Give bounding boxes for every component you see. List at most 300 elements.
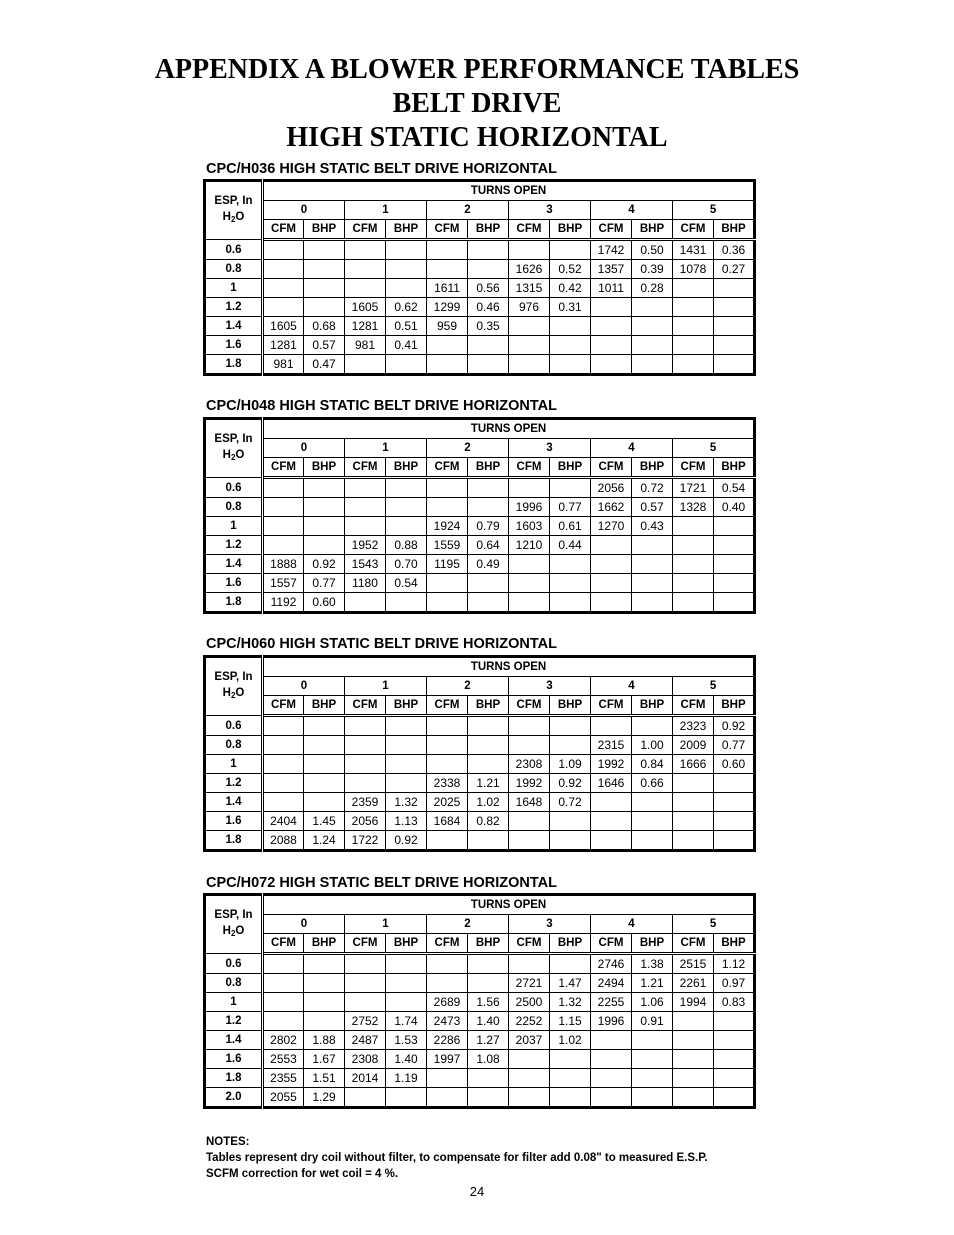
- esp-unit-label: [206, 447, 261, 466]
- bhp-cell: 1.38: [632, 954, 673, 974]
- bhp-cell: 1.40: [386, 1050, 427, 1069]
- bhp-cell: [304, 517, 345, 536]
- turns-number: 3: [509, 915, 591, 934]
- unit-o: O: [235, 211, 245, 223]
- cfm-cell: [673, 555, 714, 574]
- cfm-cell: 1648: [509, 793, 550, 812]
- bhp-cell: [304, 298, 345, 317]
- bhp-header: BHP: [714, 458, 755, 478]
- cfm-header: CFM: [509, 458, 550, 478]
- cfm-cell: [591, 355, 632, 375]
- cfm-cell: 2261: [673, 974, 714, 993]
- bhp-cell: 1.09: [550, 755, 591, 774]
- unit-sub: 2: [230, 929, 236, 938]
- cfm-cell: [673, 1069, 714, 1088]
- cfm-cell: [263, 260, 304, 279]
- bhp-cell: 0.57: [632, 498, 673, 517]
- cfm-cell: 1011: [591, 279, 632, 298]
- esp-header: [205, 181, 263, 240]
- page-title-line-3: HIGH STATIC HORIZONTAL: [286, 122, 668, 153]
- bhp-cell: [550, 812, 591, 831]
- bhp-cell: 0.40: [714, 498, 755, 517]
- bhp-cell: [714, 812, 755, 831]
- bhp-cell: [550, 555, 591, 574]
- performance-table: [203, 893, 756, 1109]
- bhp-cell: [632, 1069, 673, 1088]
- table-row: [205, 1031, 755, 1050]
- cfm-cell: [427, 240, 468, 260]
- bhp-cell: 1.08: [468, 1050, 509, 1069]
- esp-value: 1.6: [205, 812, 263, 831]
- bhp-cell: 0.50: [632, 240, 673, 260]
- bhp-cell: 0.54: [714, 478, 755, 498]
- cfm-header: CFM: [591, 458, 632, 478]
- bhp-cell: 0.79: [468, 517, 509, 536]
- turns-number: 0: [263, 677, 345, 696]
- turns-number: 0: [263, 201, 345, 220]
- table-title: CPC/H072 HIGH STATIC BELT DRIVE HORIZONTAL: [206, 875, 557, 891]
- header-row: [205, 181, 755, 201]
- esp-value: 1.2: [205, 1012, 263, 1031]
- cfm-cell: [427, 498, 468, 517]
- header-row: [205, 419, 755, 439]
- bhp-header: BHP: [714, 220, 755, 240]
- bhp-cell: 0.92: [714, 716, 755, 736]
- bhp-cell: 0.72: [550, 793, 591, 812]
- cfm-cell: [263, 279, 304, 298]
- bhp-cell: 1.29: [304, 1088, 345, 1108]
- cfm-cell: 2308: [345, 1050, 386, 1069]
- esp-value: 1.8: [205, 831, 263, 851]
- bhp-cell: [304, 736, 345, 755]
- turns-number: 3: [509, 677, 591, 696]
- cfm-cell: 1603: [509, 517, 550, 536]
- bhp-cell: [468, 593, 509, 613]
- cfm-cell: [673, 279, 714, 298]
- cfm-header: CFM: [263, 696, 304, 716]
- bhp-cell: [714, 1088, 755, 1108]
- bhp-cell: [304, 793, 345, 812]
- cfm-cell: [427, 716, 468, 736]
- cfm-cell: 2500: [509, 993, 550, 1012]
- note-line-1: Tables represent dry coil without filter, to compensate for filter add 0.08" to measured E.S.P.: [206, 1152, 708, 1164]
- bhp-cell: [468, 336, 509, 355]
- cfm-cell: 1994: [673, 993, 714, 1012]
- cfm-cell: [263, 240, 304, 260]
- cfm-cell: [673, 317, 714, 336]
- cfm-cell: 2255: [591, 993, 632, 1012]
- cfm-cell: 1611: [427, 279, 468, 298]
- bhp-header: BHP: [386, 458, 427, 478]
- cfm-cell: 1996: [591, 1012, 632, 1031]
- cfm-cell: [591, 555, 632, 574]
- cfm-header: CFM: [345, 934, 386, 954]
- esp-value: 1.2: [205, 774, 263, 793]
- table-title: CPC/H048 HIGH STATIC BELT DRIVE HORIZONTAL: [206, 398, 557, 414]
- cfm-cell: [673, 793, 714, 812]
- cfm-cell: 2014: [345, 1069, 386, 1088]
- cfm-cell: 2752: [345, 1012, 386, 1031]
- esp-value: 1.2: [205, 536, 263, 555]
- cfm-cell: [263, 993, 304, 1012]
- turns-open-header: TURNS OPEN: [263, 657, 755, 677]
- cfm-cell: 1543: [345, 555, 386, 574]
- page-number: 24: [469, 1184, 485, 1199]
- cfm-cell: [263, 498, 304, 517]
- cfm-header: CFM: [673, 934, 714, 954]
- table-row: [205, 336, 755, 355]
- table-row: [205, 793, 755, 812]
- bhp-cell: [304, 954, 345, 974]
- cfm-cell: [673, 812, 714, 831]
- cfm-cell: [427, 974, 468, 993]
- bhp-cell: [714, 574, 755, 593]
- cfm-cell: [673, 536, 714, 555]
- cfm-cell: 1315: [509, 279, 550, 298]
- bhp-header: BHP: [304, 934, 345, 954]
- cfm-cell: 1180: [345, 574, 386, 593]
- table-row: [205, 812, 755, 831]
- cfm-cell: 2323: [673, 716, 714, 736]
- cfm-cell: [345, 498, 386, 517]
- bhp-cell: [468, 355, 509, 375]
- turns-number: 4: [591, 439, 673, 458]
- table-row: [205, 593, 755, 613]
- bhp-cell: [386, 498, 427, 517]
- cfm-cell: [591, 1069, 632, 1088]
- cfm-cell: [509, 555, 550, 574]
- cfm-header: CFM: [509, 934, 550, 954]
- bhp-cell: 1.21: [632, 974, 673, 993]
- turns-number: 2: [427, 439, 509, 458]
- bhp-cell: [304, 716, 345, 736]
- unit-sub: 2: [230, 691, 236, 700]
- bhp-header: BHP: [468, 934, 509, 954]
- cfm-header: CFM: [591, 934, 632, 954]
- cfm-cell: [263, 974, 304, 993]
- bhp-cell: [632, 812, 673, 831]
- bhp-header: BHP: [468, 696, 509, 716]
- bhp-cell: [714, 517, 755, 536]
- bhp-cell: 0.35: [468, 317, 509, 336]
- bhp-cell: 1.24: [304, 831, 345, 851]
- unit-sub: 2: [230, 453, 236, 462]
- cfm-cell: 2404: [263, 812, 304, 831]
- bhp-cell: 1.47: [550, 974, 591, 993]
- bhp-cell: [632, 555, 673, 574]
- bhp-cell: [632, 716, 673, 736]
- cfm-cell: [427, 1088, 468, 1108]
- cfm-cell: [509, 317, 550, 336]
- turns-row: [205, 677, 755, 696]
- bhp-cell: 0.64: [468, 536, 509, 555]
- cfm-cell: 2355: [263, 1069, 304, 1088]
- cfm-header: CFM: [591, 696, 632, 716]
- bhp-cell: [550, 1050, 591, 1069]
- notes-block: [206, 1134, 708, 1182]
- turns-number: 4: [591, 915, 673, 934]
- bhp-header: BHP: [632, 934, 673, 954]
- turns-row: [205, 201, 755, 220]
- cfm-header: CFM: [427, 220, 468, 240]
- bhp-cell: 1.45: [304, 812, 345, 831]
- table-row: [205, 517, 755, 536]
- cfm-header: CFM: [509, 220, 550, 240]
- table-row: [205, 260, 755, 279]
- cfm-cell: 981: [263, 355, 304, 375]
- bhp-cell: 0.92: [386, 831, 427, 851]
- cfm-cell: [673, 831, 714, 851]
- bhp-cell: [550, 716, 591, 736]
- bhp-cell: [386, 716, 427, 736]
- bhp-cell: [468, 478, 509, 498]
- bhp-cell: 0.52: [550, 260, 591, 279]
- cfm-cell: 2056: [345, 812, 386, 831]
- bhp-cell: [632, 574, 673, 593]
- cfm-cell: 1357: [591, 260, 632, 279]
- cfm-cell: [673, 336, 714, 355]
- esp-value: 0.6: [205, 716, 263, 736]
- bhp-cell: 0.77: [550, 498, 591, 517]
- bhp-cell: 0.27: [714, 260, 755, 279]
- cfm-cell: 981: [345, 336, 386, 355]
- esp-value: 1.4: [205, 793, 263, 812]
- cfm-header: CFM: [591, 220, 632, 240]
- bhp-cell: 1.32: [386, 793, 427, 812]
- turns-number: 3: [509, 201, 591, 220]
- cfm-cell: [509, 954, 550, 974]
- cfm-cell: [345, 355, 386, 375]
- bhp-cell: 0.77: [304, 574, 345, 593]
- bhp-cell: 0.47: [304, 355, 345, 375]
- cfm-cell: 1992: [509, 774, 550, 793]
- bhp-cell: [304, 774, 345, 793]
- cfm-cell: [509, 355, 550, 375]
- cfm-cell: [509, 336, 550, 355]
- esp-value: 1.4: [205, 555, 263, 574]
- bhp-cell: 0.70: [386, 555, 427, 574]
- cfm-header: CFM: [263, 458, 304, 478]
- bhp-cell: [714, 279, 755, 298]
- bhp-cell: [550, 355, 591, 375]
- cfm-header: CFM: [673, 696, 714, 716]
- bhp-cell: [550, 240, 591, 260]
- bhp-cell: 0.57: [304, 336, 345, 355]
- bhp-cell: 1.27: [468, 1031, 509, 1050]
- cfm-cell: [427, 736, 468, 755]
- cfm-header: CFM: [345, 458, 386, 478]
- bhp-cell: 1.21: [468, 774, 509, 793]
- bhp-cell: [304, 279, 345, 298]
- cfm-cell: [345, 240, 386, 260]
- bhp-cell: [386, 355, 427, 375]
- bhp-cell: 0.92: [550, 774, 591, 793]
- cfm-cell: [263, 755, 304, 774]
- bhp-cell: [468, 736, 509, 755]
- bhp-cell: [468, 716, 509, 736]
- bhp-header: BHP: [304, 696, 345, 716]
- bhp-cell: 0.84: [632, 755, 673, 774]
- bhp-header: BHP: [714, 934, 755, 954]
- table-row: [205, 993, 755, 1012]
- cfm-cell: [427, 574, 468, 593]
- esp-value: 1: [205, 517, 263, 536]
- bhp-header: BHP: [714, 696, 755, 716]
- cfm-cell: [427, 478, 468, 498]
- esp-value: 1.8: [205, 355, 263, 375]
- bhp-cell: [632, 1088, 673, 1108]
- bhp-cell: 1.02: [468, 793, 509, 812]
- cfm-cell: [673, 593, 714, 613]
- bhp-cell: 0.77: [714, 736, 755, 755]
- bhp-cell: [714, 555, 755, 574]
- bhp-cell: [714, 355, 755, 375]
- cfm-cell: 1666: [673, 755, 714, 774]
- bhp-cell: [386, 755, 427, 774]
- cfm-header: CFM: [673, 220, 714, 240]
- bhp-cell: [714, 298, 755, 317]
- bhp-cell: [550, 317, 591, 336]
- cfm-cell: 1605: [345, 298, 386, 317]
- cfm-header: CFM: [263, 934, 304, 954]
- turns-open-header: TURNS OPEN: [263, 895, 755, 915]
- turns-row: [205, 439, 755, 458]
- table-row: [205, 536, 755, 555]
- turns-number: 3: [509, 439, 591, 458]
- bhp-cell: [714, 317, 755, 336]
- turns-number: 1: [345, 201, 427, 220]
- performance-table: [203, 655, 756, 852]
- cfm-cell: [591, 298, 632, 317]
- turns-number: 0: [263, 439, 345, 458]
- bhp-header: BHP: [632, 696, 673, 716]
- cfm-cell: 1559: [427, 536, 468, 555]
- cfm-cell: 1281: [345, 317, 386, 336]
- table-row: [205, 954, 755, 974]
- bhp-cell: 0.51: [386, 317, 427, 336]
- bhp-cell: [468, 831, 509, 851]
- turns-number: 5: [673, 439, 755, 458]
- turns-number: 5: [673, 677, 755, 696]
- esp-value: 1: [205, 993, 263, 1012]
- bhp-cell: 0.56: [468, 279, 509, 298]
- bhp-cell: [714, 1031, 755, 1050]
- bhp-cell: [714, 1012, 755, 1031]
- bhp-header: BHP: [550, 696, 591, 716]
- table-row: [205, 240, 755, 260]
- bhp-header: BHP: [550, 458, 591, 478]
- cfm-cell: 2338: [427, 774, 468, 793]
- cfm-cell: 2009: [673, 736, 714, 755]
- cfm-cell: [591, 1050, 632, 1069]
- esp-value: 1: [205, 279, 263, 298]
- cfm-cell: [427, 755, 468, 774]
- cfm-cell: 1078: [673, 260, 714, 279]
- bhp-cell: [304, 1012, 345, 1031]
- bhp-cell: [304, 498, 345, 517]
- cfm-cell: [591, 336, 632, 355]
- bhp-cell: [468, 1069, 509, 1088]
- bhp-cell: 0.66: [632, 774, 673, 793]
- cfm-cell: 1195: [427, 555, 468, 574]
- cfm-cell: [509, 812, 550, 831]
- esp-label: ESP, In: [214, 195, 253, 207]
- cfm-header: CFM: [427, 458, 468, 478]
- cfm-cell: [591, 812, 632, 831]
- bhp-cell: [468, 974, 509, 993]
- unit-h: H: [222, 449, 231, 461]
- bhp-cell: [632, 831, 673, 851]
- cfm-cell: [591, 716, 632, 736]
- unit-h: H: [222, 687, 231, 699]
- cfm-cell: 2252: [509, 1012, 550, 1031]
- turns-number: 2: [427, 915, 509, 934]
- bhp-cell: [714, 1069, 755, 1088]
- cfm-cell: 1684: [427, 812, 468, 831]
- turns-row: [205, 915, 755, 934]
- performance-table: [203, 417, 756, 614]
- cfm-cell: [345, 974, 386, 993]
- esp-unit-label: [206, 209, 261, 228]
- cfm-cell: 1996: [509, 498, 550, 517]
- cfm-cell: 1299: [427, 298, 468, 317]
- bhp-cell: [632, 1050, 673, 1069]
- cfm-cell: [509, 1088, 550, 1108]
- cfm-cell: 2473: [427, 1012, 468, 1031]
- cfm-cell: 1328: [673, 498, 714, 517]
- cfm-cell: 1721: [673, 478, 714, 498]
- esp-label: ESP, In: [214, 671, 253, 683]
- unit-h: H: [222, 211, 231, 223]
- cfm-cell: [345, 517, 386, 536]
- bhp-cell: [632, 355, 673, 375]
- bhp-cell: 0.39: [632, 260, 673, 279]
- bhp-cell: 1.00: [632, 736, 673, 755]
- bhp-cell: [304, 755, 345, 774]
- cfm-cell: 2494: [591, 974, 632, 993]
- turns-number: 0: [263, 915, 345, 934]
- bhp-header: BHP: [386, 696, 427, 716]
- bhp-cell: 0.42: [550, 279, 591, 298]
- bhp-cell: [468, 1088, 509, 1108]
- bhp-cell: 1.13: [386, 812, 427, 831]
- table-row: [205, 1069, 755, 1088]
- cfm-cell: 1557: [263, 574, 304, 593]
- bhp-cell: [550, 478, 591, 498]
- esp-value: 1.6: [205, 336, 263, 355]
- bhp-cell: 0.61: [550, 517, 591, 536]
- bhp-header: BHP: [468, 220, 509, 240]
- cfm-cell: [509, 1050, 550, 1069]
- bhp-cell: 0.43: [632, 517, 673, 536]
- cfm-cell: 2055: [263, 1088, 304, 1108]
- esp-value: 1.2: [205, 298, 263, 317]
- cfm-cell: [345, 774, 386, 793]
- bhp-cell: [468, 954, 509, 974]
- unit-h: H: [222, 925, 231, 937]
- bhp-cell: [386, 517, 427, 536]
- cfm-cell: [427, 954, 468, 974]
- unit-o: O: [235, 925, 245, 937]
- table-row: [205, 774, 755, 793]
- table-row: [205, 478, 755, 498]
- esp-value: 1: [205, 755, 263, 774]
- cfm-cell: [345, 279, 386, 298]
- cfm-cell: 2515: [673, 954, 714, 974]
- bhp-header: BHP: [550, 934, 591, 954]
- bhp-cell: [386, 954, 427, 974]
- cfm-cell: 1722: [345, 831, 386, 851]
